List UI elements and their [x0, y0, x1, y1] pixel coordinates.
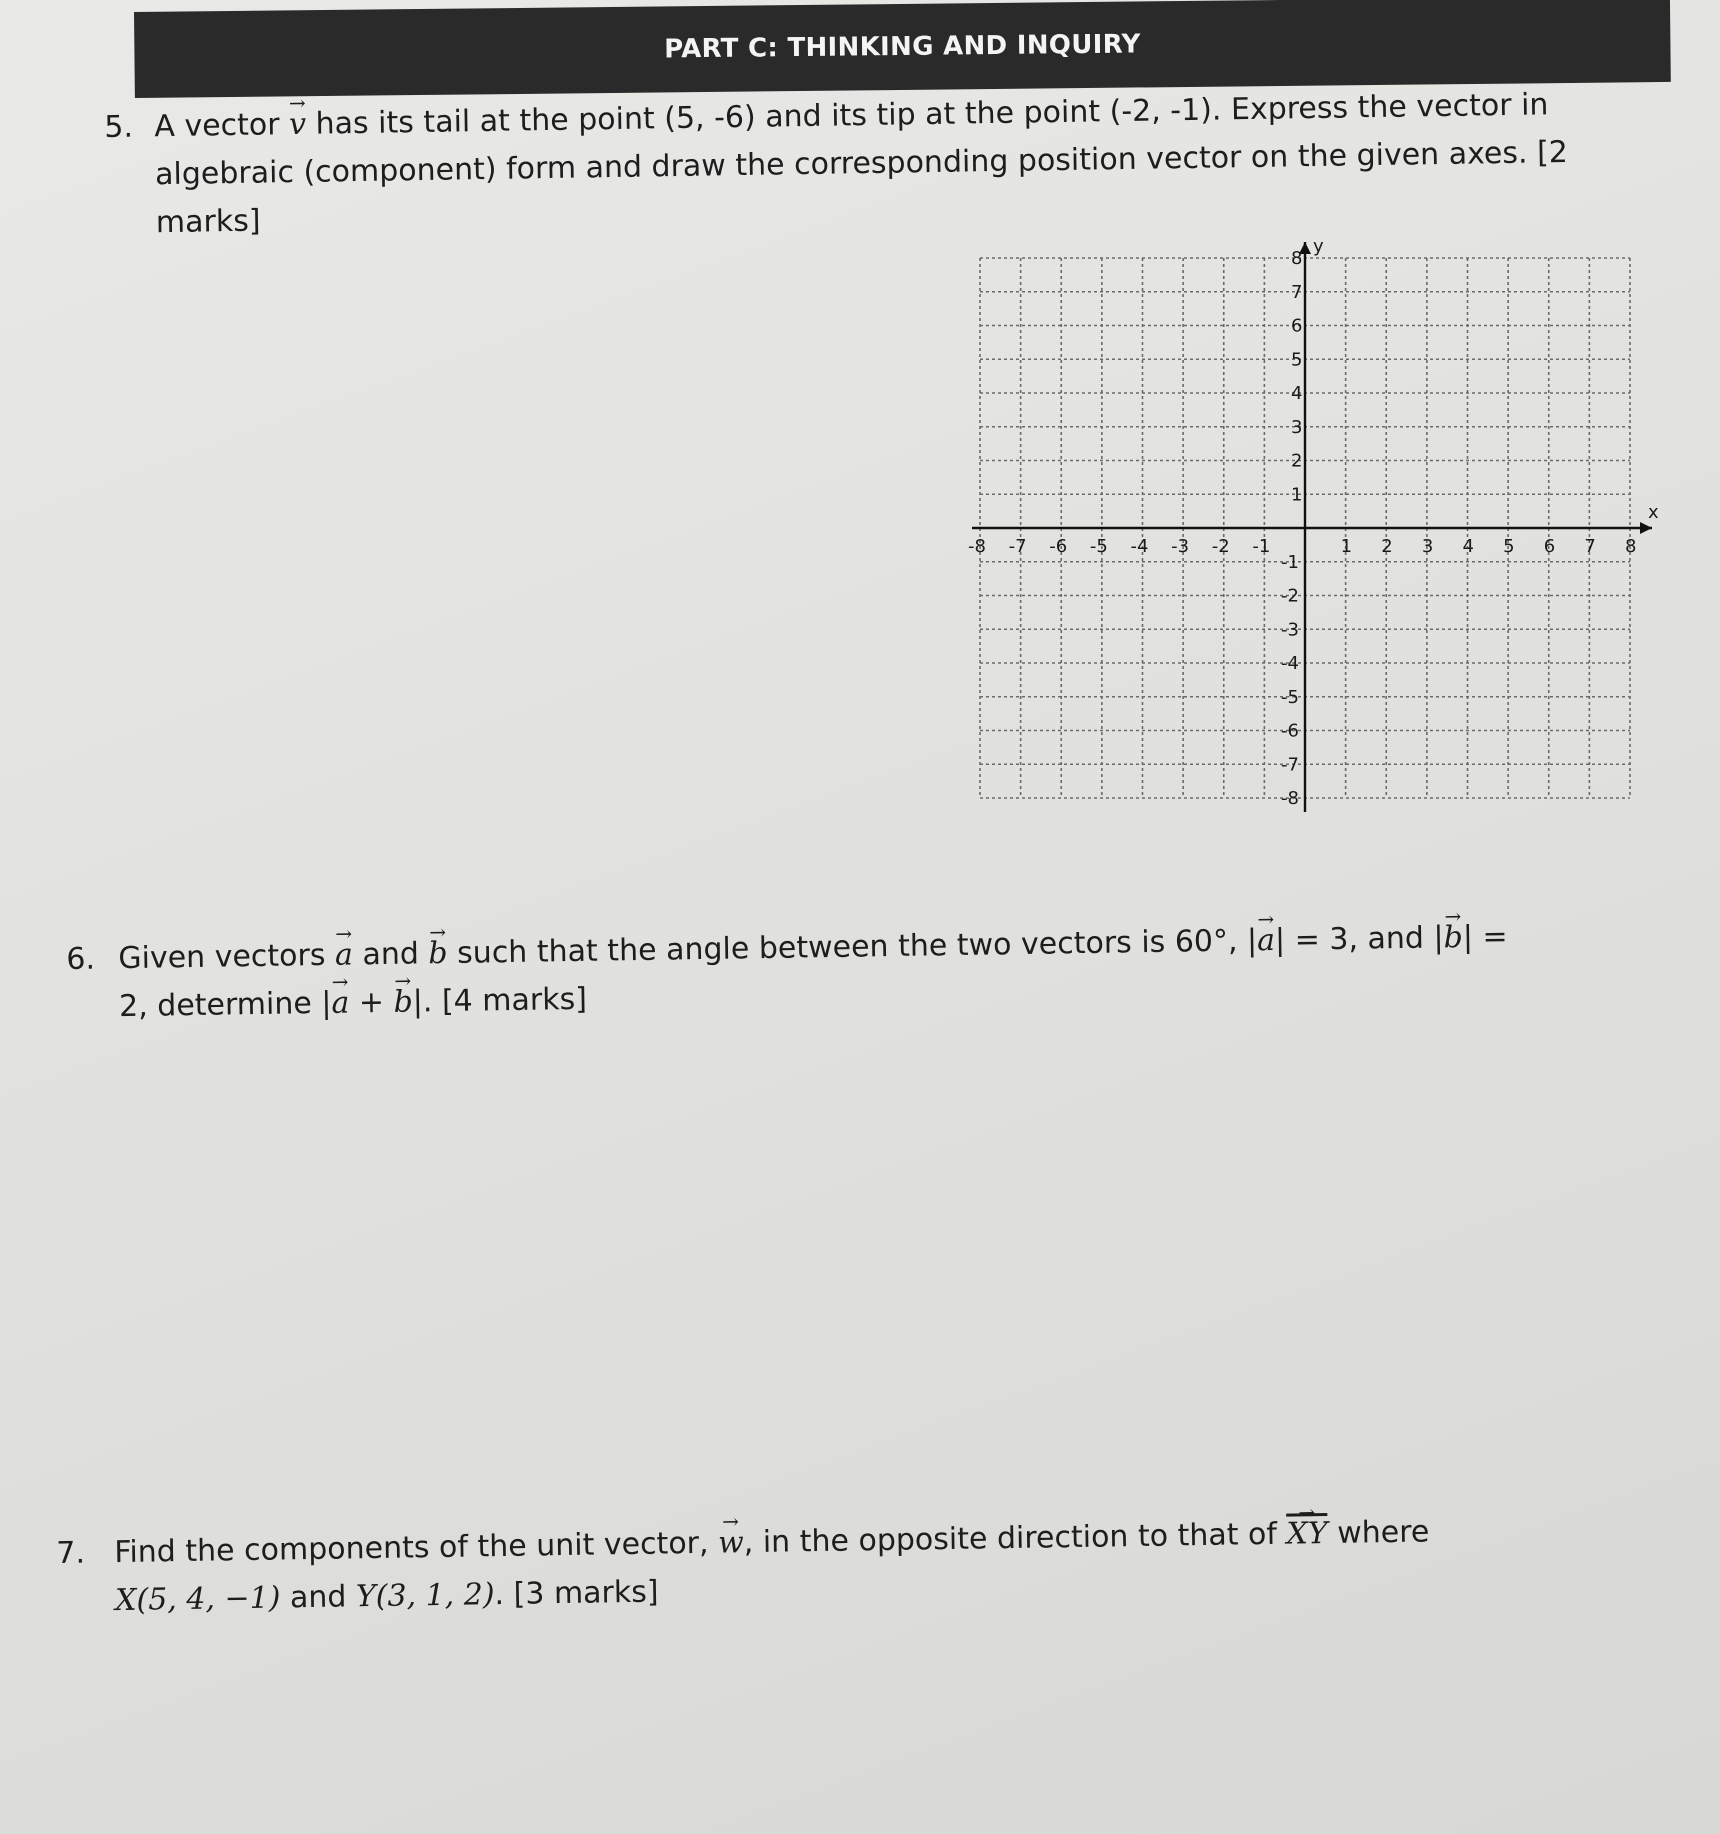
- x-tick-label: -1: [1252, 536, 1271, 557]
- y-axis-label: y: [1313, 238, 1324, 257]
- x-tick-label: 7: [1584, 536, 1596, 557]
- y-tick-label: 5: [1291, 349, 1303, 371]
- x-tick-label: -6: [1049, 536, 1068, 557]
- q6-text: +: [349, 984, 394, 1021]
- question-6-number: 6.: [66, 941, 96, 977]
- q6-text: Given vectors: [118, 937, 336, 977]
- y-tick-label: -7: [1281, 754, 1299, 776]
- q5-text: has its tail at the point (5, -6) and its tip at the point (-2, -1). Express the vector in: [305, 87, 1549, 142]
- x-tick-label: 3: [1421, 536, 1434, 557]
- vector-b: → b: [393, 979, 413, 1027]
- question-6: [66, 911, 1668, 1046]
- y-tick-label: 1: [1291, 484, 1303, 506]
- y-tick-label: -3: [1281, 619, 1299, 641]
- x-tick-label: 2: [1381, 536, 1393, 557]
- vector-v: → v: [289, 101, 307, 149]
- vector-a: → a: [1257, 917, 1276, 965]
- q6-text: | = 3, and |: [1274, 920, 1444, 959]
- vector-a: → a: [331, 980, 350, 1028]
- question-5-line-2: algebraic (component) form and draw the corresponding position vector on the given axes. [2: [154, 135, 1569, 193]
- question-5-body: [154, 81, 1569, 247]
- vector-xy: [1286, 1510, 1328, 1559]
- q7-text: where: [1327, 1514, 1430, 1552]
- x-tick-label: -8: [968, 536, 986, 557]
- x-tick-label: 8: [1625, 536, 1637, 557]
- x-tick-label: -2: [1211, 536, 1230, 557]
- tick-labels: [968, 238, 1659, 809]
- x-tick-label: 1: [1340, 536, 1353, 557]
- x-tick-label: -4: [1130, 536, 1149, 557]
- question-7: [56, 1505, 1668, 1640]
- q7-text: , in the opposite direction to that of: [743, 1516, 1287, 1561]
- q6-text: such that the angle between the two vectors is 60°, |: [447, 923, 1258, 972]
- q6-text: and: [352, 936, 429, 973]
- axes: [972, 242, 1652, 812]
- vector-w: → w: [718, 1519, 744, 1567]
- x-tick-label: -3: [1171, 536, 1190, 557]
- question-6-body: [118, 913, 1509, 1031]
- q6-text: |. [4 marks]: [412, 981, 588, 1020]
- y-tick-label: 3: [1291, 416, 1303, 438]
- y-tick-label: 4: [1291, 383, 1303, 404]
- x-axis-label: x: [1648, 502, 1659, 523]
- q6-text: | =: [1462, 919, 1508, 956]
- vector-a: → a: [335, 931, 354, 979]
- y-tick-label: 2: [1291, 450, 1303, 472]
- question-5-number: 5.: [104, 109, 134, 145]
- y-tick-label: 8: [1291, 248, 1303, 269]
- y-tick-label: -4: [1281, 653, 1299, 674]
- q7-text: Find the components of the unit vector,: [114, 1525, 719, 1571]
- q7-text: . [3 marks]: [494, 1574, 659, 1613]
- x-tick-label: 4: [1462, 536, 1474, 557]
- vector-xy-label: $\overline{XY}$: [1286, 1516, 1328, 1552]
- y-tick-label: 6: [1291, 315, 1303, 337]
- question-5: [104, 79, 1666, 253]
- section-title: PART C: THINKING AND INQUIRY: [663, 29, 1141, 65]
- vector-b: → b: [1443, 914, 1463, 962]
- y-tick-label: -8: [1281, 788, 1299, 809]
- y-tick-label: -6: [1281, 720, 1299, 742]
- point-y: Y(3, 1, 2): [355, 1577, 495, 1615]
- x-tick-label: 6: [1543, 536, 1556, 557]
- question-5-line-3: marks]: [155, 203, 261, 241]
- x-tick-label: 5: [1503, 536, 1515, 557]
- vector-b: → b: [428, 930, 448, 978]
- x-axis-arrow: [1640, 522, 1652, 534]
- y-tick-label: -1: [1281, 551, 1299, 573]
- x-tick-label: -7: [1008, 536, 1027, 557]
- coordinate-grid: [960, 238, 1660, 818]
- q7-text: and: [280, 1579, 357, 1616]
- question-7-body: [114, 1508, 1430, 1625]
- q5-text: A vector: [154, 107, 290, 145]
- y-tick-label: -5: [1281, 686, 1299, 708]
- x-tick-label: -5: [1089, 536, 1108, 557]
- question-7-number: 7.: [56, 1535, 86, 1571]
- y-tick-label: -2: [1281, 585, 1299, 607]
- q6-text: 2, determine |: [118, 985, 332, 1025]
- point-x: X(5, 4, −1): [114, 1580, 281, 1619]
- y-tick-label: 7: [1291, 281, 1303, 303]
